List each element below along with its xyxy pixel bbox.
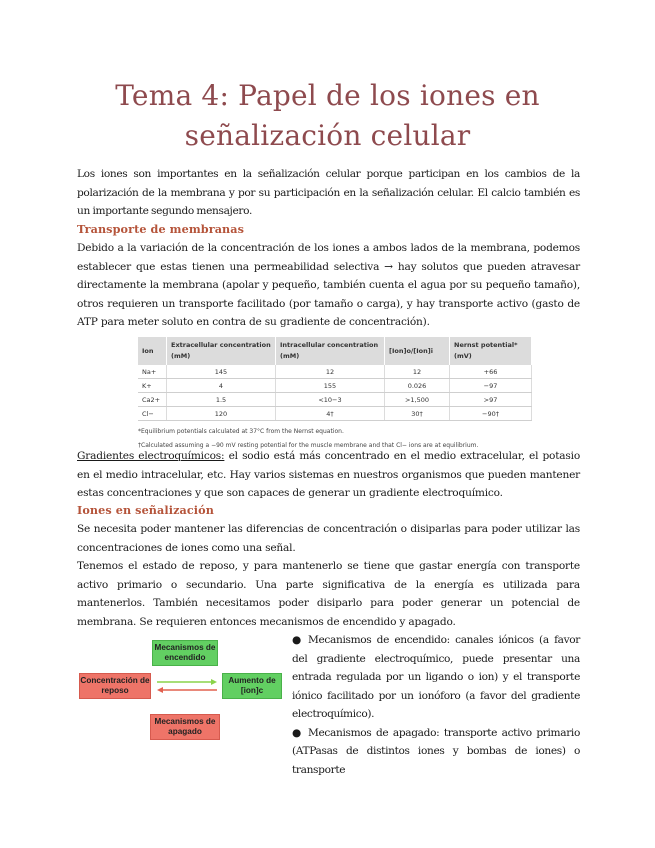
table-header: Ion xyxy=(138,337,167,365)
table-cell: 145 xyxy=(167,365,276,379)
table-cell: +66 xyxy=(450,365,532,379)
table-cell: Ca2+ xyxy=(138,393,167,407)
arrow-right-head xyxy=(211,679,217,685)
table-row xyxy=(138,379,532,393)
table-cell: 120 xyxy=(167,407,276,421)
table-cell: Na+ xyxy=(138,365,167,379)
arrow-left-head xyxy=(157,687,163,693)
ion-concentration-table xyxy=(138,337,532,421)
table-cell: K+ xyxy=(138,379,167,393)
table-cell: 155 xyxy=(276,379,385,393)
table-footnote-2: †Calculated assuming a −90 mV resting potential for the muscle membrane and that Cl− ions are at equilibrium. xyxy=(138,442,479,449)
diagram-box-encendido: Mecanismos de encendido xyxy=(152,640,218,666)
list-item: ● Mecanismos de apagado: transporte activo primario (ATPasas de distintos iones y bombas de iones) o transporte xyxy=(292,724,580,780)
table-footnote-1: *Equilibrium potentials calculated at 37°C from the Nernst equation. xyxy=(138,428,344,435)
table-header: Intracellular concentration (mM) xyxy=(276,337,385,365)
table-cell: 4† xyxy=(276,407,385,421)
table-cell: −90† xyxy=(450,407,532,421)
bullet-icon: ● xyxy=(292,726,301,739)
table-cell: 4 xyxy=(167,379,276,393)
section-heading-iones: Iones en señalización xyxy=(77,503,214,517)
list-item: ● Mecanismos de encendido: canales iónicos (a favor del gradiente electroquímico, puede presentar una entrada regulada por un ligando o ion) y el transporte iónico facilitado por un ionóforo (a favor del gradiente electroquímico). xyxy=(292,631,580,724)
table-cell: >97 xyxy=(450,393,532,407)
diagram-box-reposo: Concentración de reposo xyxy=(79,673,151,699)
bullet-icon: ● xyxy=(292,634,301,646)
diagram-box-aumento: Aumento de [ion]c xyxy=(222,673,282,699)
table-header: [Ion]o/[Ion]i xyxy=(385,337,450,365)
table-cell: <10−3 xyxy=(276,393,385,407)
table-cell: >1,500 xyxy=(385,393,450,407)
table-cell: 0.026 xyxy=(385,379,450,393)
table-header: Extracellular concentration (mM) xyxy=(167,337,276,365)
table-cell: 1.5 xyxy=(167,393,276,407)
table-row xyxy=(138,393,532,407)
iones-paragraph-1: Se necesita poder mantener las diferencias de concentración o disiparlas para poder utilizar las concentraciones de iones como una señal. xyxy=(77,523,580,554)
diagram-arrows xyxy=(155,678,219,694)
iones-paragraph-2: Tenemos el estado de reposo, y para mantenerlo se tiene que gastar energía con transporte activo primario o secundario. Una parte significativa de la energía es utilizada para mantenerlos. También necesitamos poder disiparlo para poder generar un potencial de membrana. Se requieren entonces mecanismos de encendido y apagado. xyxy=(77,560,580,628)
intro-paragraph: Los iones son importantes en la señalización celular porque participan en los cambios de la polarización de la membrana y por su participación en la señalización celular. El calcio también es un importante segundo mensajero. xyxy=(77,168,580,217)
title-line-1: Tema 4: Papel de los iones en xyxy=(115,79,540,112)
table-row xyxy=(138,365,532,379)
gradients-paragraph xyxy=(77,447,580,503)
table-cell: 12 xyxy=(385,365,450,379)
transporte-paragraph: Debido a la variación de la concentración de los iones a ambos lados de la membrana, podemos establecer que estas tienen una permeabilidad selectiva → hay solutos que pueden atravesar directamente la membrana (apolar y pequeño, también cuenta el agua por su pequeño tamaño), otros requieren un transporte facilitado (por tamaño o carga), y hay transporte activo (gasto de ATP para meter soluto en contra de su gradiente de concentración). xyxy=(77,242,580,328)
table-cell: −97 xyxy=(450,379,532,393)
diagram-box-apagado: Mecanismos de apagado xyxy=(150,714,220,740)
section-heading-transporte: Transporte de membranas xyxy=(77,222,245,236)
bullet-list xyxy=(292,631,580,779)
table-cell: 12 xyxy=(276,365,385,379)
title-line-2: señalización celular xyxy=(184,119,471,152)
table-row xyxy=(138,407,532,421)
page-title xyxy=(40,76,615,156)
gradients-term: Gradientes electroquímicos: xyxy=(77,450,225,462)
table-cell: Cl− xyxy=(138,407,167,421)
table-cell: 30† xyxy=(385,407,450,421)
gradients-text: el sodio está más concentrado en el medio extracelular, el potasio en el medio intracelular, etc. Hay varios sistemas en nuestros organismos que pueden mantener estas concentraciones y que son capaces de generar un gradiente electroquímico. xyxy=(77,450,580,499)
table-header: Nernst potential* (mV) xyxy=(450,337,532,365)
